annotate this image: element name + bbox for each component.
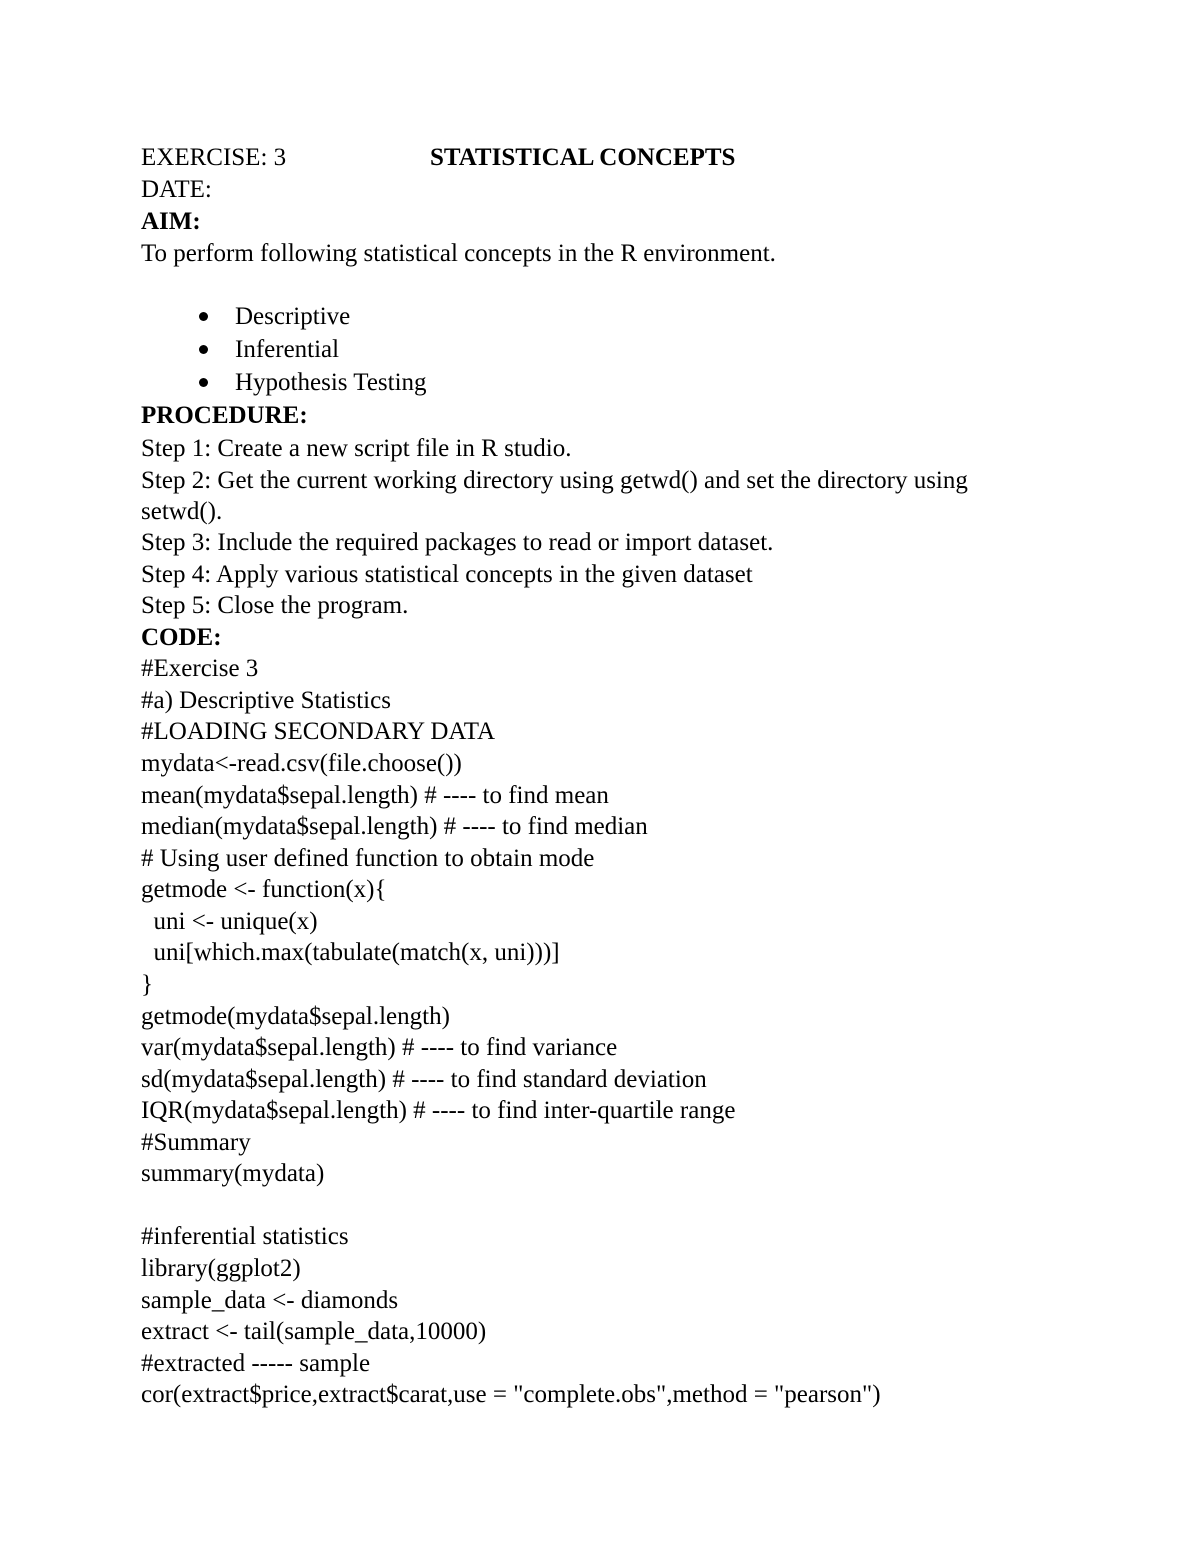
- code-line: #extracted ----- sample: [141, 1350, 371, 1377]
- code-line: mydata<-read.csv(file.choose()): [141, 750, 462, 777]
- bullet-icon: [199, 378, 208, 387]
- procedure-step: Step 1: Create a new script file in R studio.: [141, 435, 572, 462]
- document-title: STATISTICAL CONCEPTS: [430, 144, 736, 171]
- code-line: getmode <- function(x){: [141, 876, 387, 903]
- code-line: getmode(mydata$sepal.length): [141, 1003, 450, 1030]
- code-line: extract <- tail(sample_data,10000): [141, 1318, 487, 1345]
- code-line: uni[which.max(tabulate(match(x, uni)))]: [141, 939, 560, 966]
- procedure-heading: PROCEDURE:: [141, 402, 308, 429]
- code-line: var(mydata$sepal.length) # ---- to find variance: [141, 1034, 618, 1061]
- procedure-step: setwd().: [141, 498, 223, 525]
- bullet-label: Inferential: [235, 336, 340, 363]
- bullet-label: Hypothesis Testing: [235, 369, 427, 396]
- code-line: #inferential statistics: [141, 1223, 349, 1250]
- code-line: #LOADING SECONDARY DATA: [141, 718, 496, 745]
- code-line: IQR(mydata$sepal.length) # ---- to find inter-quartile range: [141, 1097, 736, 1124]
- bullet-label: Descriptive: [235, 303, 351, 330]
- code-line: summary(mydata): [141, 1160, 325, 1187]
- code-line: sd(mydata$sepal.length) # ---- to find standard deviation: [141, 1066, 707, 1093]
- code-line: mean(mydata$sepal.length) # ---- to find mean: [141, 782, 609, 809]
- procedure-step: Step 4: Apply various statistical concepts in the given dataset: [141, 561, 753, 588]
- code-line: #Summary: [141, 1129, 251, 1156]
- code-heading: CODE:: [141, 624, 222, 651]
- code-line: median(mydata$sepal.length) # ---- to find median: [141, 813, 648, 840]
- code-line: #Exercise 3: [141, 655, 259, 682]
- code-line: cor(extract$price,extract$carat,use = "complete.obs",method = "pearson"): [141, 1381, 881, 1408]
- aim-text: To perform following statistical concepts in the R environment.: [141, 240, 776, 267]
- code-line: # Using user defined function to obtain mode: [141, 845, 595, 872]
- code-line: #a) Descriptive Statistics: [141, 687, 391, 714]
- procedure-step: Step 3: Include the required packages to read or import dataset.: [141, 529, 774, 556]
- date-label: DATE:: [141, 176, 212, 203]
- procedure-step: Step 5: Close the program.: [141, 592, 409, 619]
- code-line: uni <- unique(x): [141, 908, 318, 935]
- code-line: }: [141, 971, 153, 998]
- procedure-step: Step 2: Get the current working directory using getwd() and set the directory using: [141, 467, 968, 494]
- code-line: sample_data <- diamonds: [141, 1287, 399, 1314]
- code-line: library(ggplot2): [141, 1255, 301, 1282]
- aim-heading: AIM:: [141, 208, 201, 235]
- exercise-label: EXERCISE: 3: [141, 144, 287, 171]
